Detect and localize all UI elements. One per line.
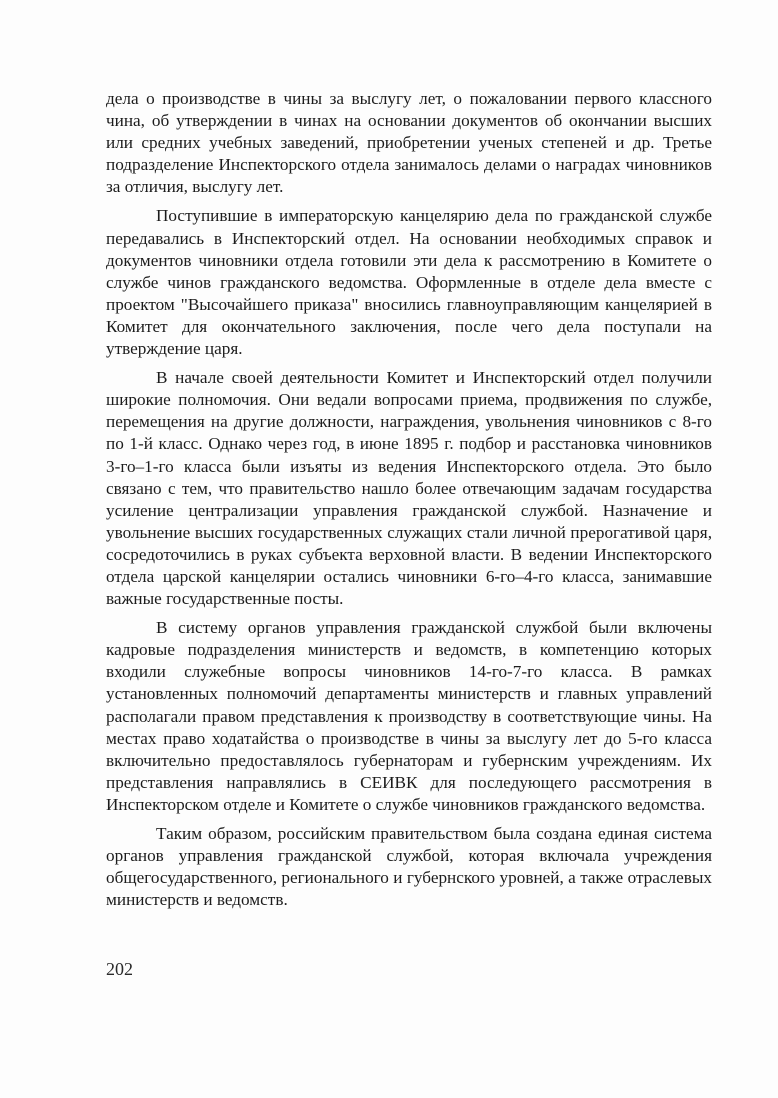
paragraph-chancellery-cases: Поступившие в императорскую канцелярию дела по гражданской службе передавались в Инспекторский отдел. На основании необходимых справок и документов чиновники отдела готовили эти дела к рассмотрению в Комитете о службе чинов гражданского ведомства. Оформленные в отделе дела вместе с проектом "Высочайшего приказа" вносились главноуправляющим канцелярией в Комитет для окончательного заключения, после чего дела поступали на утверждение царя. [106, 206, 712, 359]
paragraph-continuation: дела о производстве в чины за выслугу лет, о пожаловании первого классного чина, об утверждении в чинах на основании документов об окончании высших или средних учебных заведений, приобретении ученых степеней и др. Третье подразделение Инспекторского отдела занималось делами о наградах чиновников за отличия, выслугу лет. [106, 89, 712, 197]
body-text [106, 88, 712, 911]
paragraph-committee-powers: В начале своей деятельности Комитет и Инспекторский отдел получили широкие полномочия. Они ведали вопросами приема, продвижения по службе, перемещения на другие должности, награждения, увольнения чиновников с 8-го по 1-й класс. Однако через год, в июне 1895 г. подбор и расстановка чиновников 3-го–1-го класса были изъяты из ведения Инспекторского отдела. Это было связано с тем, что правительство нашло более отвечающим задачам государства усиление централизации управления гражданской службой. Назначение и увольнение высших государственных служащих стали личной прерогативой царя, сосредоточились в руках субъекта верховной власти. В ведении Инспекторского отдела царской канцелярии остались чиновники 6-го–4-го класса, занимавшие важные государственные посты. [106, 368, 712, 609]
paragraph-conclusion: Таким образом, российским правительством была создана единая система органов управления гражданской службой, которая включала учреждения общегосударственного, регионального и губернского уровней, а также отраслевых министерств и ведомств. [106, 824, 712, 910]
page-number: 202 [106, 959, 133, 979]
paragraph-ministry-departments: В систему органов управления гражданской службой были включены кадровые подразделения министерств и ведомств, в компетенцию которых входили служебные вопросы чиновников 14-го-7-го класса. В рамках установленных полномочий департаменты министерств и главных управлений располагали правом представления к производству в соответствующие чины. На местах право ходатайства о производстве в чины за выслугу лет до 5-го класса включительно предоставлялось губернаторам и губернским учреждениям. Их представления направлялись в СЕИВК для последующего рассмотрения в Инспекторском отделе и Комитете о службе чиновников гражданского ведомства. [106, 618, 712, 814]
